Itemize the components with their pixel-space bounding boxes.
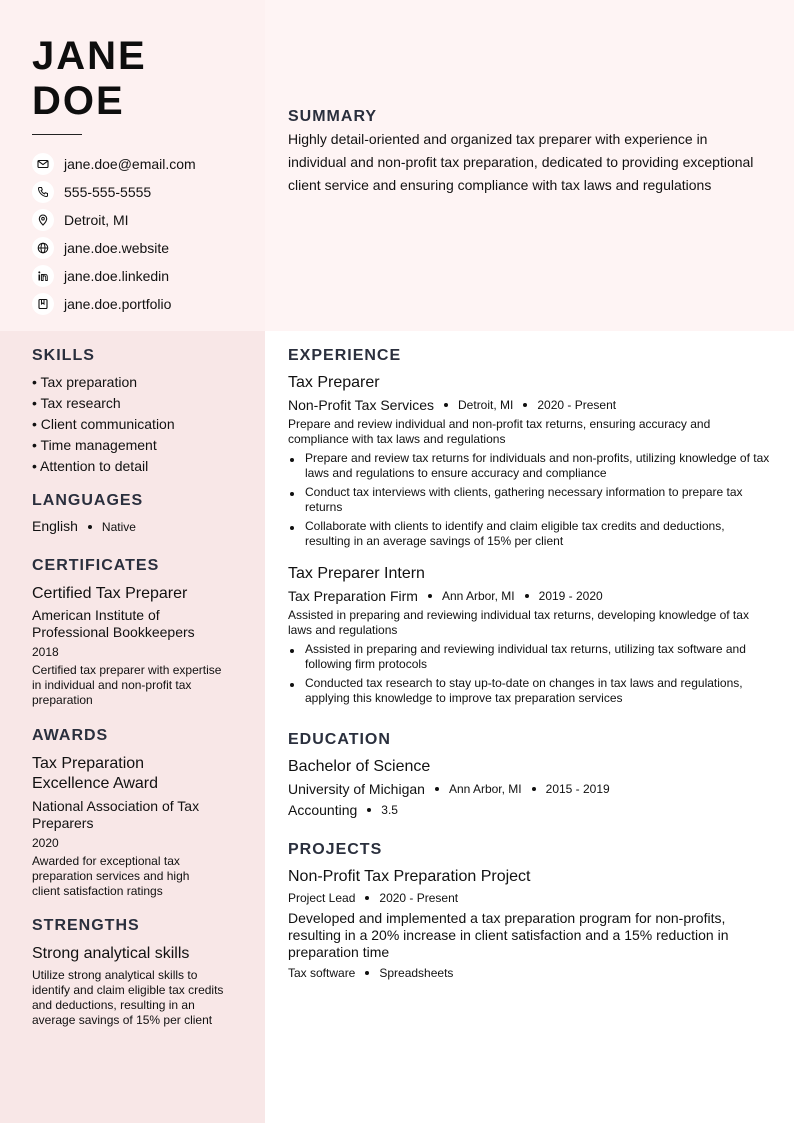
separator-dot	[365, 896, 369, 900]
contact-phone[interactable]	[32, 178, 196, 206]
strengths-section	[32, 917, 237, 1028]
job-location: Ann Arbor, MI	[441, 589, 515, 603]
contact-portfolio[interactable]	[32, 290, 196, 318]
separator-dot	[88, 525, 92, 529]
skill-item: • Time management	[32, 437, 157, 453]
name-first: JANE	[32, 34, 147, 78]
job-meta	[288, 396, 770, 414]
skills-section	[32, 347, 237, 477]
job-bullets	[288, 642, 770, 706]
language-level: Native	[101, 520, 136, 534]
job-location: Detroit, MI	[458, 398, 514, 412]
award-description: Awarded for exceptional tax preparation services and high client satisfaction ratings	[32, 854, 190, 898]
job-title: Tax Preparer Intern	[288, 565, 425, 582]
certificate-description: Certified tax preparer with expertise in individual and non-profit tax preparation	[32, 663, 222, 707]
education-field: Accounting	[288, 802, 358, 818]
separator-dot	[428, 594, 432, 598]
project-tool: Spreadsheets	[379, 966, 454, 980]
contact-website[interactable]	[32, 234, 196, 262]
contact-portfolio-text: jane.doe.portfolio	[64, 296, 172, 312]
separator-dot	[435, 787, 439, 791]
contact-location-text: Detroit, MI	[64, 212, 129, 228]
contact-location	[32, 206, 196, 234]
job-title: Tax Preparer	[288, 374, 380, 391]
language-item	[32, 518, 237, 534]
job-bullets	[288, 451, 770, 549]
job-bullet: Collaborate with clients to identify and claim eligible tax credits and deductions, resulting in an average savings of 15% per client	[288, 519, 770, 549]
certificates-section	[32, 557, 237, 708]
project-title: Non-Profit Tax Preparation Project	[288, 868, 531, 885]
job-dates: 2019 - 2020	[538, 589, 603, 603]
contact-linkedin[interactable]	[32, 262, 196, 290]
strength-description: Utilize strong analytical skills to identify and claim eligible tax credits and deductions, resulting in an average savings of 15% per client	[32, 968, 224, 1027]
education-degree: Bachelor of Science	[288, 758, 431, 775]
separator-dot	[525, 594, 529, 598]
job-bullet: Prepare and review tax returns for individuals and non-profits, utilizing knowledge of tax laws and regulations to ensure accuracy and compliance	[288, 451, 770, 481]
education-field-row	[288, 801, 770, 819]
separator-dot	[367, 808, 371, 812]
language-name: English	[32, 518, 78, 534]
languages-section	[32, 492, 237, 534]
skill-item: • Tax preparation	[32, 374, 138, 390]
name-last: DOE	[32, 79, 125, 123]
education-dates: 2015 - 2019	[545, 782, 610, 796]
strength-title: Strong analytical skills	[32, 945, 190, 962]
job-summary: Assisted in preparing and reviewing individual tax returns, developing knowledge of tax laws and regulations	[288, 608, 749, 637]
summary-heading: SUMMARY	[288, 108, 378, 125]
award-issuer: National Association of Tax Preparers	[32, 798, 200, 831]
phone-icon	[32, 181, 54, 203]
job-company: Tax Preparation Firm	[288, 588, 418, 604]
strengths-heading: STRENGTHS	[32, 917, 140, 934]
job-entry	[288, 564, 770, 706]
separator-dot	[365, 971, 369, 975]
education-meta	[288, 780, 770, 798]
separator-dot	[444, 403, 448, 407]
job-bullet: Assisted in preparing and reviewing individual tax returns, utilizing tax software and following firm protocols	[288, 642, 770, 672]
name-divider	[32, 134, 82, 135]
education-gpa: 3.5	[381, 803, 398, 817]
projects-section	[288, 841, 770, 982]
contact-email-text: jane.doe@email.com	[64, 156, 196, 172]
award-title: Tax Preparation Excellence Award	[32, 755, 158, 792]
portfolio-icon	[32, 293, 54, 315]
location-pin-icon	[32, 209, 54, 231]
separator-dot	[523, 403, 527, 407]
skill-item: • Attention to detail	[32, 458, 149, 474]
mail-icon	[32, 153, 54, 175]
summary-text: Highly detail-oriented and organized tax preparer with experience in individual and non-profit tax preparation, dedicated to providing exceptional client service and ensuring compliance with tax laws and regulations	[288, 131, 754, 193]
certificate-issuer: American Institute of Professional Bookkeepers	[32, 607, 195, 640]
globe-icon	[32, 237, 54, 259]
education-location: Ann Arbor, MI	[448, 782, 522, 796]
languages-heading: LANGUAGES	[32, 492, 144, 509]
skill-item: • Tax research	[32, 395, 121, 411]
contact-linkedin-text: jane.doe.linkedin	[64, 268, 170, 284]
certificates-heading: CERTIFICATES	[32, 557, 160, 574]
education-heading: EDUCATION	[288, 731, 391, 748]
award-year: 2020	[32, 836, 59, 850]
contact-phone-text: 555-555-5555	[64, 184, 152, 200]
project-meta	[288, 889, 770, 907]
education-school: University of Michigan	[288, 781, 425, 797]
awards-section	[32, 727, 237, 899]
contact-website-text: jane.doe.website	[64, 240, 170, 256]
job-bullet: Conducted tax research to stay up-to-date on changes in tax laws and regulations, applying this knowledge to improve tax preparation services	[288, 676, 770, 706]
contact-email[interactable]	[32, 150, 196, 178]
experience-heading: EXPERIENCE	[288, 347, 402, 364]
skills-heading: SKILLS	[32, 347, 95, 364]
project-role: Project Lead	[288, 891, 356, 905]
separator-dot	[532, 787, 536, 791]
project-dates: 2020 - Present	[379, 891, 459, 905]
job-company: Non-Profit Tax Services	[288, 397, 435, 413]
education-section	[288, 731, 770, 819]
experience-section	[288, 347, 770, 706]
candidate-name	[32, 34, 147, 124]
job-summary: Prepare and review individual and non-profit tax returns, ensuring accuracy and compliance with tax laws and regulations	[288, 417, 711, 446]
project-description: Developed and implemented a tax preparation program for non-profits, resulting in a 20% increase in client satisfaction and a 15% reduction in preparation time	[288, 910, 729, 960]
certificate-title: Certified Tax Preparer	[32, 585, 188, 602]
project-tool: Tax software	[288, 966, 356, 980]
skill-item: • Client communication	[32, 416, 175, 432]
project-tools	[288, 964, 770, 982]
contact-list	[32, 150, 196, 318]
job-entry	[288, 373, 770, 549]
job-dates: 2020 - Present	[537, 398, 617, 412]
projects-heading: PROJECTS	[288, 841, 383, 858]
certificate-year: 2018	[32, 645, 59, 659]
job-meta	[288, 587, 770, 605]
linkedin-icon	[32, 265, 54, 287]
awards-heading: AWARDS	[32, 727, 109, 744]
job-bullet: Conduct tax interviews with clients, gathering necessary information to prepare tax returns	[288, 485, 770, 515]
